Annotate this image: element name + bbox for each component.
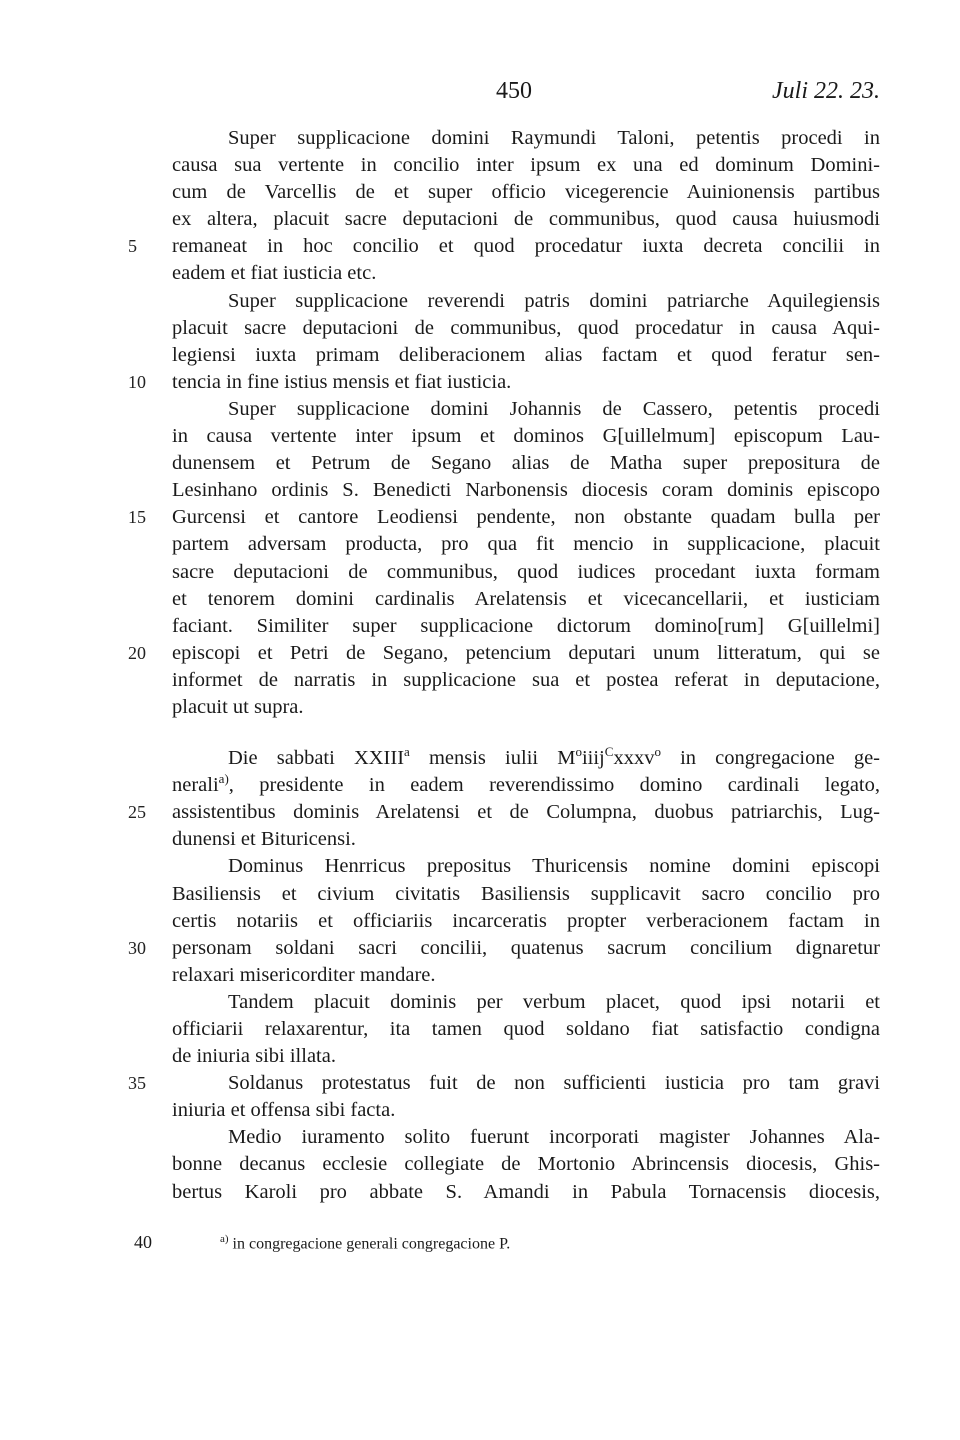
text-line: [172, 586, 880, 613]
page-header: [0, 74, 960, 108]
line-number: 15: [128, 507, 146, 528]
line-text: Super supplicacione reverendi patris domini patriarche Aquilegiensis: [228, 289, 880, 312]
line-number: 10: [128, 371, 146, 392]
line-text: certis notariis et officiariis incarceratis propter verberacionem factam in: [172, 909, 880, 932]
line-number: 35: [128, 1073, 146, 1094]
text-line: [172, 1043, 880, 1070]
line-text: legiensi iuxta primam deliberacionem alias factam et quod feratur sen-: [172, 343, 880, 366]
superscript: o: [654, 744, 661, 760]
line-text: Super supplicacione domini Johannis de Cassero, petentis procedi: [228, 397, 880, 420]
text-segment: xxxv: [613, 747, 655, 770]
text-segment: in congregacione ge-: [660, 747, 880, 770]
line-text: faciant. Similiter super supplicacione dictorum domino[rum] G[uillelmi]: [172, 614, 880, 637]
text-line: [172, 450, 880, 477]
line-text: officiarii relaxarentur, ita tamen quod soldano fiat satisfactio condigna: [172, 1018, 880, 1040]
text-line: [172, 772, 880, 799]
text-line: [172, 477, 880, 504]
text-line: [128, 935, 880, 962]
line-text: [172, 745, 880, 772]
footnote-sigil: a): [220, 1233, 229, 1245]
text-line: [172, 881, 880, 908]
line-text: cum de Varcellis de et super officio vicegerencie Auinionensis partibus: [172, 181, 880, 204]
text-segment: iiij: [581, 747, 605, 770]
line-text: Medio iuramento solito fuerunt incorporati magister Johannes Ala-: [228, 1126, 880, 1149]
text-line: [128, 233, 880, 260]
line-text: eadem et fiat iusticia etc.: [172, 262, 377, 285]
line-text: episcopi et Petri de Segano, petencium deputari unum litteratum, qui se: [172, 641, 880, 664]
line-text: Gurcensi et cantore Leodiensi pendente, non obstante quadam bulla per: [172, 506, 880, 529]
line-text: dunensem et Petrum de Segano alias de Matha super prepositura de: [172, 452, 880, 475]
line-text: Super supplicacione domini Raymundi Taloni, petentis procedi in: [228, 127, 880, 149]
text-line: [128, 504, 880, 531]
text-line: [172, 260, 880, 287]
text-segment: mensis iulii M: [409, 747, 576, 770]
text-line: [172, 853, 880, 880]
line-number: 20: [128, 642, 146, 663]
line-text: dunensi et Bituricensi.: [172, 828, 356, 851]
line-text: Basiliensis et civium civitatis Basiliensis supplicavit sacro concilio pro: [172, 882, 880, 905]
line-text: placuit sacre deputacioni de communibus, quod procedatur in causa Aqui-: [172, 316, 880, 339]
line-text: [172, 772, 880, 799]
text-line: [172, 559, 880, 586]
text-line: [172, 315, 880, 342]
text-line: [128, 369, 880, 396]
line-text: in causa vertente inter ipsum et dominos G[uillelmum] episcopum Lau-: [172, 425, 880, 448]
text-line: [172, 152, 880, 179]
line-text: partem adversam producta, pro qua fit mencio in supplicacione, placuit: [172, 533, 880, 556]
line-text: et tenorem domini cardinalis Arelatensis et vicecancellarii, et iusticiam: [172, 587, 880, 610]
text-line: [172, 826, 880, 853]
text-line: [172, 531, 880, 558]
section-gap: [172, 721, 880, 745]
footnote-text: in congregacione generali congregacione P.: [232, 1235, 511, 1253]
text-line: [172, 694, 880, 721]
line-text: bonne decanus ecclesie collegiate de Mortonio Abrincensis diocesis, Ghis-: [172, 1153, 880, 1176]
line-text: sacre deputacioni de communibus, quod iudices procedant iuxta formam: [172, 560, 880, 583]
text-line: [172, 423, 880, 450]
line-text: Dominus Henrricus prepositus Thuricensis nomine domini episcopi: [228, 855, 880, 878]
text-line: [172, 962, 880, 989]
line-text: informet de narratis in supplicacione sua et postea referat in deputacione,: [172, 668, 880, 691]
text-line: [172, 1097, 880, 1124]
text-line: [172, 206, 880, 233]
text-line: [172, 745, 880, 772]
text-line: [172, 125, 880, 152]
line-text: iniuria et offensa sibi facta.: [172, 1099, 396, 1122]
text-line: [172, 288, 880, 315]
superscript: a): [218, 771, 229, 787]
line-text: Tandem placuit dominis per verbum placet, quod ipsi notarii et: [228, 990, 880, 1013]
line-text: remaneat in hoc concilio et quod procedatur iuxta decreta concilii in: [172, 235, 880, 258]
text-line: [172, 1151, 880, 1178]
line-text: ex altera, placuit sacre deputacioni de communibus, quod causa huiusmodi: [172, 208, 880, 231]
text-line: [172, 1016, 880, 1043]
text-segment: , presidente in eadem reverendissimo domino cardinali legato,: [228, 774, 880, 797]
text-segment: Die sabbati XXIII: [228, 747, 405, 770]
page-number: 450: [496, 78, 532, 104]
text-line: [128, 1070, 880, 1097]
line-text: assistentibus dominis Arelatensi et de Columpna, duobus patriarchis, Lug-: [172, 801, 880, 824]
line-text: de iniuria sibi illata.: [172, 1045, 336, 1068]
line-text: bertus Karoli pro abbate S. Amandi in Pabula Tornacensis diocesis,: [172, 1180, 880, 1203]
text-line: [128, 640, 880, 667]
line-text: causa sua vertente in concilio inter ipsum ex una ed dominum Domini-: [172, 154, 880, 177]
line-text: tencia in fine istius mensis et fiat iusticia.: [172, 370, 512, 393]
line-text: relaxari misericorditer mandare.: [172, 963, 436, 986]
text-line: [172, 908, 880, 935]
text-line: [172, 342, 880, 369]
superscript: C: [604, 744, 614, 760]
text-line: [172, 613, 880, 640]
body-text: [128, 125, 880, 1206]
text-segment: nerali: [172, 774, 219, 797]
text-line: [172, 1179, 880, 1206]
line-number: 5: [128, 236, 137, 257]
superscript: a: [404, 744, 410, 760]
line-number: 25: [128, 802, 146, 823]
text-line: [172, 1124, 880, 1151]
text-line: [128, 799, 880, 826]
line-text: placuit ut supra.: [172, 695, 304, 718]
running-head: Juli 22. 23.: [772, 78, 880, 104]
superscript: o: [575, 744, 582, 760]
text-line: [172, 667, 880, 694]
line-text: Lesinhano ordinis S. Benedicti Narbonensis diocesis coram dominis episcopo: [172, 479, 880, 502]
line-number: 30: [128, 937, 146, 958]
text-line: [172, 989, 880, 1016]
line-text: personam soldani sacri concilii, quatenus sacrum concilium dignaretur: [172, 936, 880, 959]
footnote-line-number: 40: [134, 1232, 152, 1253]
footnote: [134, 1224, 894, 1254]
line-text: Soldanus protestatus fuit de non sufficienti iusticia pro tam gravi: [228, 1072, 880, 1095]
text-line: [172, 179, 880, 206]
text-line: [172, 396, 880, 423]
